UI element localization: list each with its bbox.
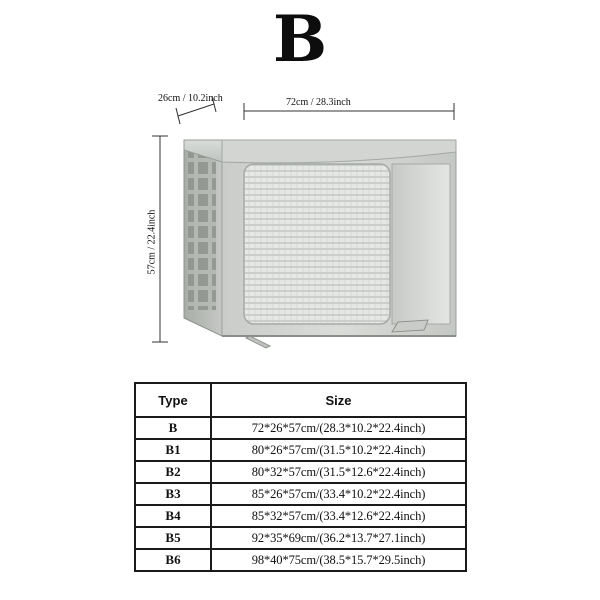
size-cell: 98*40*75cm/(38.5*15.7*29.5inch) — [211, 549, 466, 571]
size-cell: 85*26*57cm/(33.4*10.2*22.4inch) — [211, 483, 466, 505]
type-cell: B — [135, 417, 211, 439]
type-cell: B3 — [135, 483, 211, 505]
table-row — [135, 527, 466, 549]
size-cell: 80*32*57cm/(31.5*12.6*22.4inch) — [211, 461, 466, 483]
cover-right-panel — [392, 164, 450, 324]
type-cell: B2 — [135, 461, 211, 483]
width-dimension-line — [244, 103, 454, 120]
size-table — [134, 382, 467, 572]
model-letter-title: B — [272, 2, 328, 77]
size-column-header: Size — [211, 383, 466, 417]
depth-dimension-label: 26cm / 10.2inch — [158, 93, 223, 104]
type-cell: B1 — [135, 439, 211, 461]
type-cell: B4 — [135, 505, 211, 527]
table-header-row — [135, 383, 466, 417]
size-cell: 72*26*57cm/(28.3*10.2*22.4inch) — [211, 417, 466, 439]
table-row — [135, 505, 466, 527]
height-dimension-line — [152, 136, 168, 342]
height-dimension-label: 57cm / 22.4inch — [146, 209, 158, 275]
type-cell: B5 — [135, 527, 211, 549]
unit-foot-left — [246, 336, 270, 348]
table-row — [135, 483, 466, 505]
size-cell: 85*32*57cm/(33.4*12.6*22.4inch) — [211, 505, 466, 527]
type-cell: B6 — [135, 549, 211, 571]
table-row — [135, 549, 466, 571]
table-row — [135, 439, 466, 461]
size-cell: 80*26*57cm/(31.5*10.2*22.4inch) — [211, 439, 466, 461]
type-column-header: Type — [135, 383, 211, 417]
table-row — [135, 461, 466, 483]
width-dimension-label: 72cm / 28.3inch — [286, 97, 351, 108]
depth-dimension-line — [176, 96, 216, 124]
size-cell: 92*35*69cm/(36.2*13.7*27.1inch) — [211, 527, 466, 549]
table-row — [135, 417, 466, 439]
fan-grille — [244, 164, 390, 324]
